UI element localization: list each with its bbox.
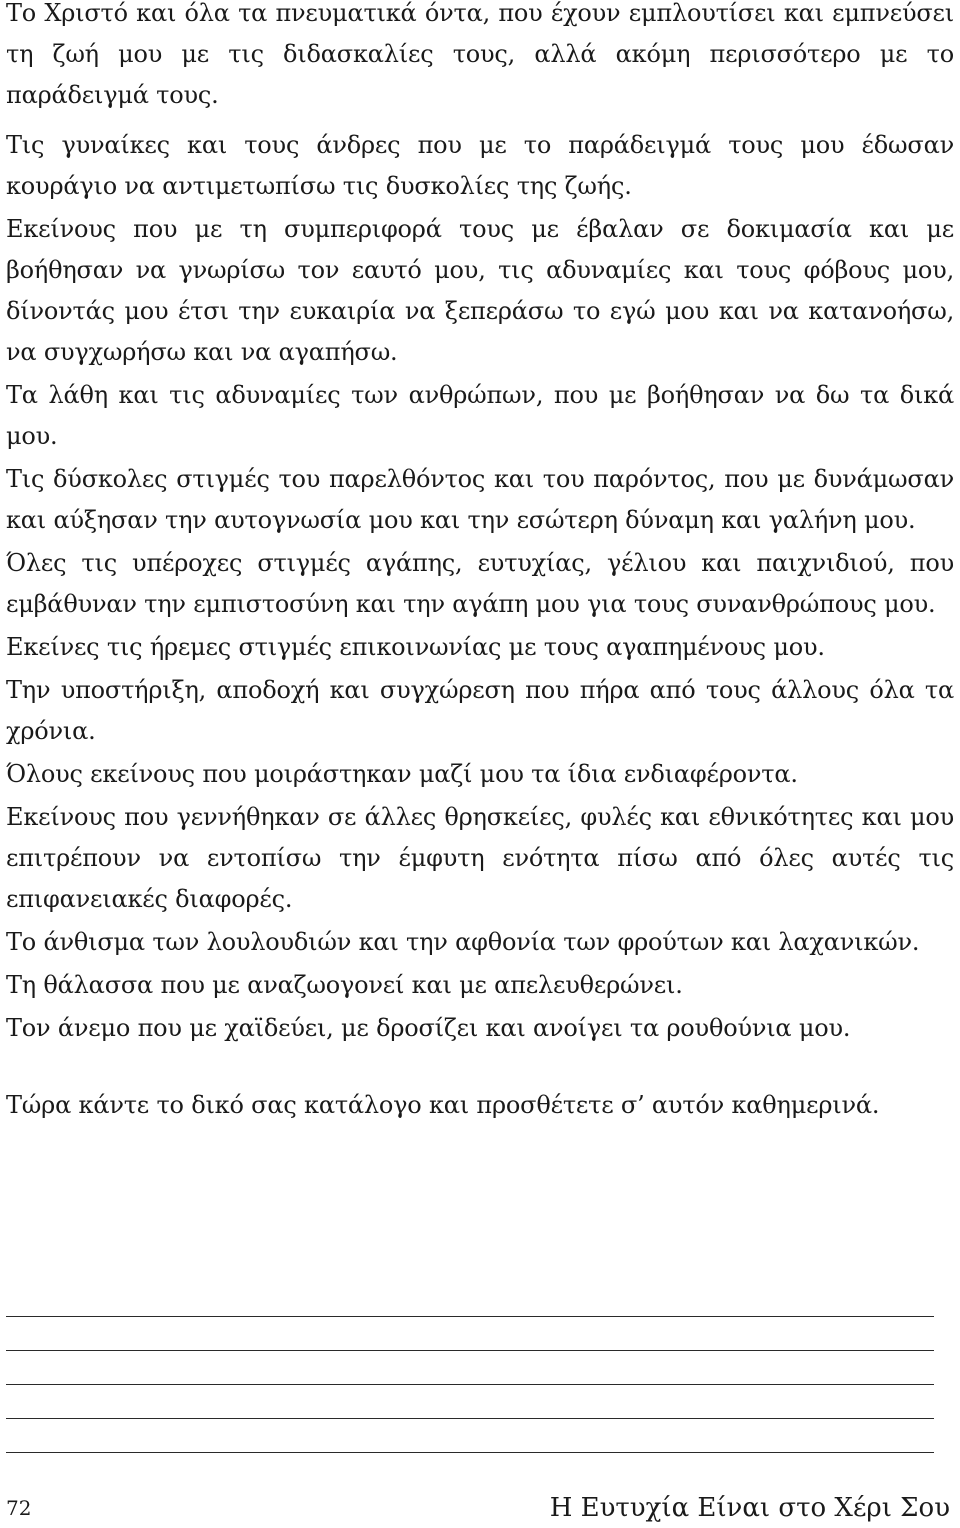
page-number: 72 — [6, 1496, 32, 1520]
writing-line — [6, 1384, 934, 1385]
writing-line — [6, 1418, 934, 1419]
paragraph-11: Το άνθισμα των λουλουδιών και την αφθονία των φρούτων και λαχανικών. — [6, 928, 920, 956]
writing-lines — [6, 1316, 934, 1486]
paragraph-5: Τις δύσκολες στιγμές του παρελθόντος και του παρόντος, που με δυνάμωσαν και αύξησαν την αυτογνωσία μου και την εσώτερη δύναμη και γαλήνη μου. — [6, 465, 954, 534]
paragraph-3: Εκείνους που με τη συμπεριφορά τους με έβαλαν σε δοκιμασία και με βοήθησαν να γνωρίσω τον εαυτό μου, τις αδυναμίες και τους φόβους μου, δίνοντάς μου έτσι την ευκαιρία να ξεπεράσω το εγώ μου και να κατανοήσω, να συγχωρήσω και να αγαπήσω. — [6, 215, 954, 366]
writing-line — [6, 1316, 934, 1317]
paragraph-2: Τις γυναίκες και τους άνδρες που με το παράδειγμά τους μου έδωσαν κουράγιο να αντιμετωπίσω τις δυσκολίες της ζωής. — [6, 131, 954, 200]
page-body — [6, 0, 954, 1128]
paragraph-10: Εκείνους που γεννήθηκαν σε άλλες θρησκείες, φυλές και εθνικότητες και μου επιτρέπουν να εντοπίσω την έμφυτη ενότητα πίσω από όλες αυτές τις επιφανειακές διαφορές. — [6, 803, 954, 913]
paragraph-7: Εκείνες τις ήρεμες στιγμές επικοινωνίας με τους αγαπημένους μου. — [6, 633, 825, 661]
paragraph-4: Τα λάθη και τις αδυναμίες των ανθρώπων, που με βοήθησαν να δω τα δικά μου. — [6, 381, 954, 450]
section-spacer — [6, 1051, 954, 1085]
paragraph-9: Όλους εκείνους που μοιράστηκαν μαζί μου τα ίδια ενδιαφέροντα. — [6, 760, 798, 788]
paragraph-6: Όλες τις υπέροχες στιγμές αγάπης, ευτυχίας, γέλιου και παιχνιδιού, που εμβάθυναν την εμπιστοσύνη και την αγάπη μου για τους συνανθρώπους μου. — [6, 549, 954, 618]
running-title: Η Ευτυχία Είναι στο Χέρι Σου — [549, 1493, 950, 1523]
writing-line — [6, 1452, 934, 1453]
exercise-instruction: Τώρα κάντε το δικό σας κατάλογο και προσθέτετε σ’ αυτόν καθημερινά. — [6, 1091, 880, 1119]
page-footer — [6, 1490, 950, 1526]
paragraph-12: Τη θάλασσα που με αναζωογονεί και με απελευθερώνει. — [6, 971, 683, 999]
paragraph-8: Την υποστήριξη, αποδοχή και συγχώρεση που πήρα από τους άλλους όλα τα χρόνια. — [6, 676, 954, 745]
writing-line — [6, 1350, 934, 1351]
paragraph-13: Τον άνεμο που με χαϊδεύει, με δροσίζει και ανοίγει τα ρουθούνια μου. — [6, 1014, 851, 1042]
paragraph-1: Το Χριστό και όλα τα πνευματικά όντα, που έχουν εμπλουτίσει και εμπνεύσει τη ζωή μου με τις διδασκαλίες τους, αλλά ακόμη περισσότερο με το παράδειγμά τους. — [6, 0, 954, 109]
